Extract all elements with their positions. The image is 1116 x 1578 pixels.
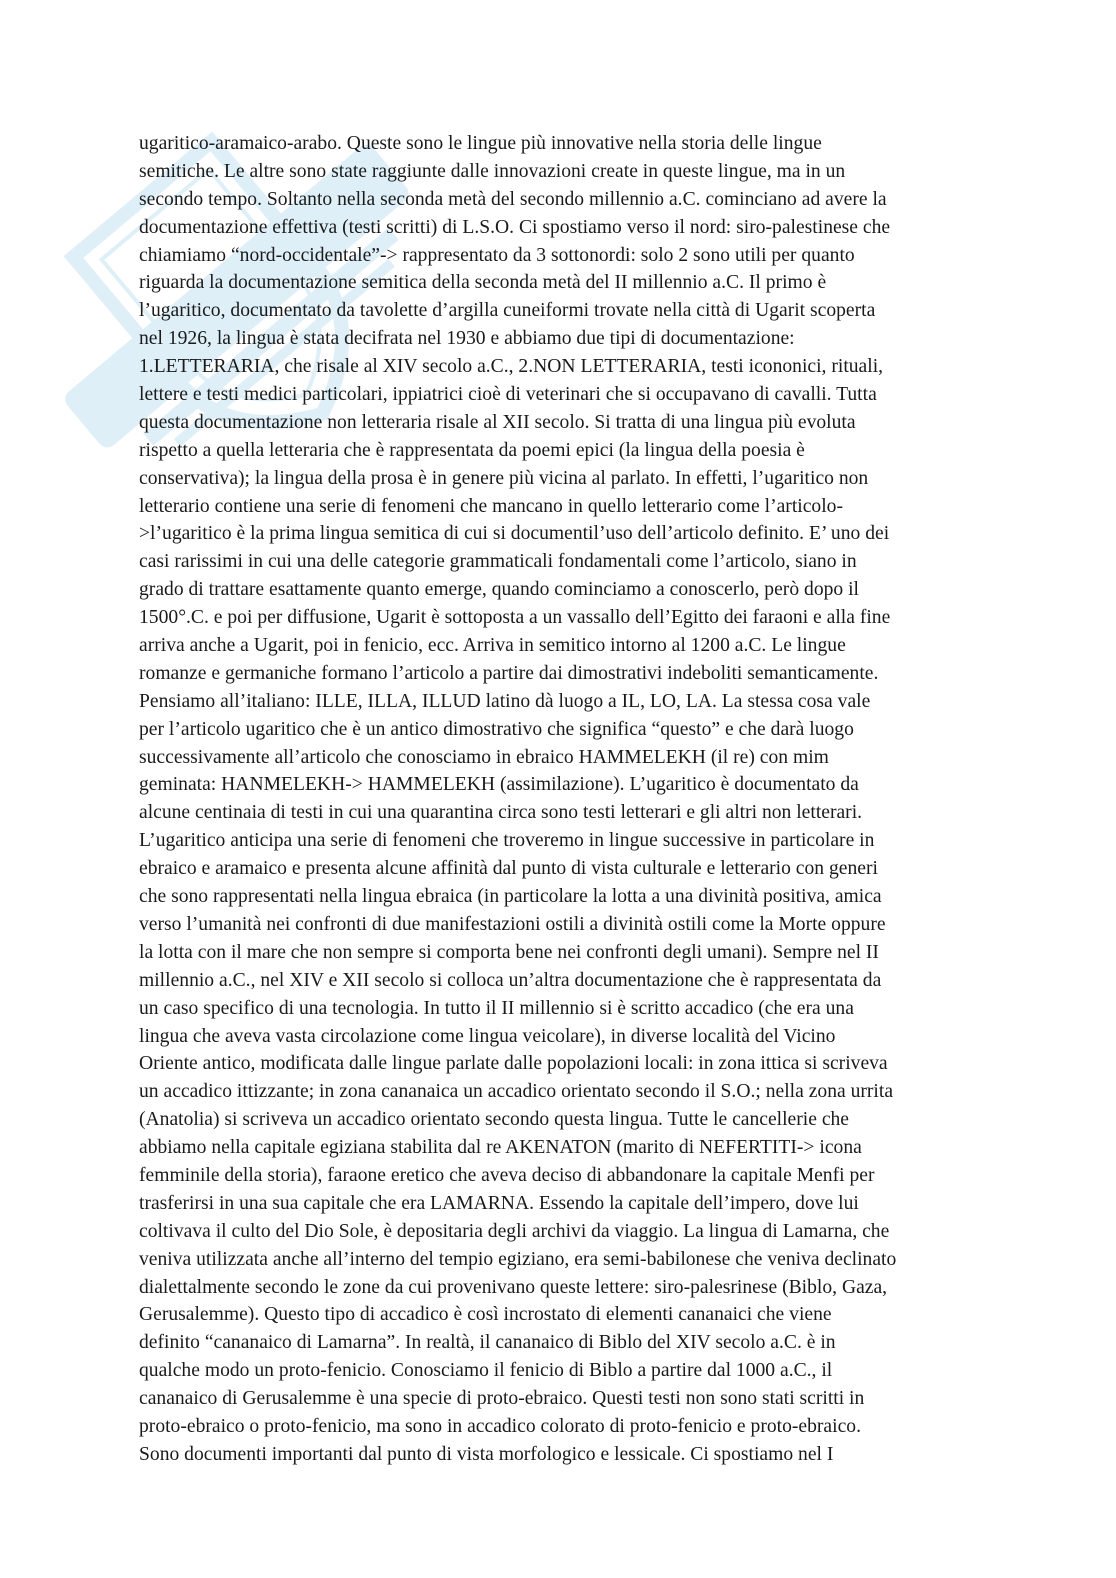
text-line: che sono rappresentati nella lingua ebraica (in particolare la lotta a una divinità positiva, amica [139,886,882,908]
text-line: conservativa); la lingua della prosa è in genere più vicina al parlato. In effetti, l’ugaritico non [139,467,869,489]
text-line: questa documentazione non letteraria risale al XII secolo. Si tratta di una lingua più evoluta [139,411,856,433]
text-line: documentazione effettiva (testi scritti) di L.S.O. Ci spostiamo verso il nord: siro-palestinese che [139,216,891,238]
text-line: lingua che aveva vasta circolazione come lingua veicolare), in diverse località del Vicino [139,1025,836,1047]
text-line: definito “cananaico di Lamarna”. In realtà, il cananaico di Biblo del XIV secolo a.C. è in [139,1332,836,1354]
text-line: L’ugaritico anticipa una serie di fenomeni che troveremo in lingue successive in particolare in [139,830,875,852]
text-line: Sono documenti importanti dal punto di vista morfologico e lessicale. Ci spostiamo nel I [139,1443,834,1465]
text-line: cananaico di Gerusalemme è una specie di proto-ebraico. Questi testi non sono stati scritti in [139,1388,865,1410]
text-line: Gerusalemme). Questo tipo di accadico è così incrostato di elementi cananaici che viene [139,1304,832,1326]
text-line: un caso specifico di una tecnologia. In tutto il II millennio si è scritto accadico (che era una [139,997,854,1019]
text-line: grado di trattare esattamente quanto emerge, quando cominciamo a conoscerlo, però dopo il [139,579,859,601]
text-line: qualche modo un proto-fenicio. Conosciamo il fenicio di Biblo a partire dal 1000 a.C., il [139,1360,833,1382]
text-line: femminile della storia), faraone eretico che aveva deciso di abbandonare la capitale Menfi per [139,1164,875,1186]
text-line: romanze e germaniche formano l’articolo a partire dai dimostrativi indeboliti semanticamente. [139,662,879,684]
text-line: veniva utilizzata anche all’interno del tempio egiziano, era semi-babilonese che veniva declinato [139,1248,897,1270]
text-line: abbiamo nella capitale egiziana stabilita dal re AKENATON (marito di NEFERTITI-> icona [139,1137,862,1159]
text-line: semitiche. Le altre sono state raggiunte dalle innovazioni create in queste lingue, ma in un [139,160,846,182]
text-line: Oriente antico, modificata dalle lingue parlate dalle popolazioni locali: in zona ittica si scriveva [139,1053,888,1075]
text-line: ugaritico-aramaico-arabo. Queste sono le lingue più innovative nella storia delle lingue [139,133,822,154]
text-line: successivamente all’articolo che conosciamo in ebraico HAMMELEKH (il re) con mim [139,746,829,768]
text-line: letterario contiene una serie di fenomeni che mancano in quello letterario come l’articolo- [139,495,843,517]
text-line: >l’ugaritico è la prima lingua semitica di cui si documentil’uso dell’articolo definito. E’ uno dei [139,523,890,545]
text-line: chiamiamo “nord-occidentale”-> rappresentato da 3 sottonordi: solo 2 sono utili per quanto [139,244,855,266]
text-line: l’ugaritico, documentato da tavolette d’argilla cuneiformi trovate nella città di Ugarit scoperta [139,300,876,322]
text-line: Pensiamo all’italiano: ILLE, ILLA, ILLUD latino dà luogo a IL, LO, LA. La stessa cosa vale [139,690,871,712]
text-line: (Anatolia) si scriveva un accadico orientato secondo questa lingua. Tutte le cancellerie che [139,1109,850,1131]
text-line: alcune centinaia di testi in cui una quarantina circa sono testi letterari e gli altri non letterari. [139,802,863,824]
text-line: nel 1926, la lingua è stata decifrata nel 1930 e abbiamo due tipi di documentazione: [139,328,795,350]
text-line: verso l’umanità nei confronti di due manifestazioni ostili a divinità ostili come la Morte oppure [139,913,886,935]
text-line: 1500°.C. e poi per diffusione, Ugarit è sottoposta a un vassallo dell’Egitto dei faraoni e alla fine [139,607,891,629]
text-line: casi rarissimi in cui una delle categorie grammaticali fondamentali come l’articolo, siano in [139,551,857,573]
text-line: la lotta con il mare che non sempre si comporta bene nei confronti degli umani). Sempre nel II [139,941,879,963]
text-line: trasferirsi in una sua capitale che era LAMARNA. Essendo la capitale dell’impero, dove lui [139,1192,859,1214]
text-line: arriva anche a Ugarit, poi in fenicio, ecc. Arriva in semitico intorno al 1200 a.C. Le lingue [139,635,846,657]
body-text [139,130,1009,1469]
text-line: dialettalmente secondo le zone da cui provenivano queste lettere: siro-palesrinese (Biblo, Gaza, [139,1276,888,1298]
text-line: proto-ebraico o proto-fenicio, ma sono in accadico colorato di proto-fenicio e proto-ebraico. [139,1415,861,1437]
text-line: rispetto a quella letteraria che è rappresentata da poemi epici (la lingua della poesia è [139,439,805,461]
text-line: lettere e testi medici particolari, ippiatrici cioè di veterinari che si occupavano di cavalli. Tutta [139,384,877,406]
text-line: un accadico ittizzante; in zona cananaica un accadico orientato secondo il S.O.; nella zona urrita [139,1081,894,1103]
text-line: coltivava il culto del Dio Sole, è depositaria degli archivi da viaggio. La lingua di Lamarna, che [139,1220,890,1242]
text-line: secondo tempo. Soltanto nella seconda metà del secondo millennio a.C. cominciano ad avere la [139,188,887,210]
text-line: ebraico e aramaico e presenta alcune affinità dal punto di vista culturale e letterario con generi [139,858,878,880]
text-line: geminata: HANMELEKH-> HAMMELEKH (assimilazione). L’ugaritico è documentato da [139,774,859,796]
text-line: riguarda la documentazione semitica della seconda metà del II millennio a.C. Il primo è [139,272,827,294]
text-line: per l’articolo ugaritico che è un antico dimostrativo che significa “questo” e che darà luogo [139,718,854,740]
text-line: millennio a.C., nel XIV e XII secolo si colloca un’altra documentazione che è rappresentata da [139,969,882,991]
text-line: 1.LETTERARIA, che risale al XIV secolo a.C., 2.NON LETTERARIA, testi icononici, rituali, [139,356,884,378]
